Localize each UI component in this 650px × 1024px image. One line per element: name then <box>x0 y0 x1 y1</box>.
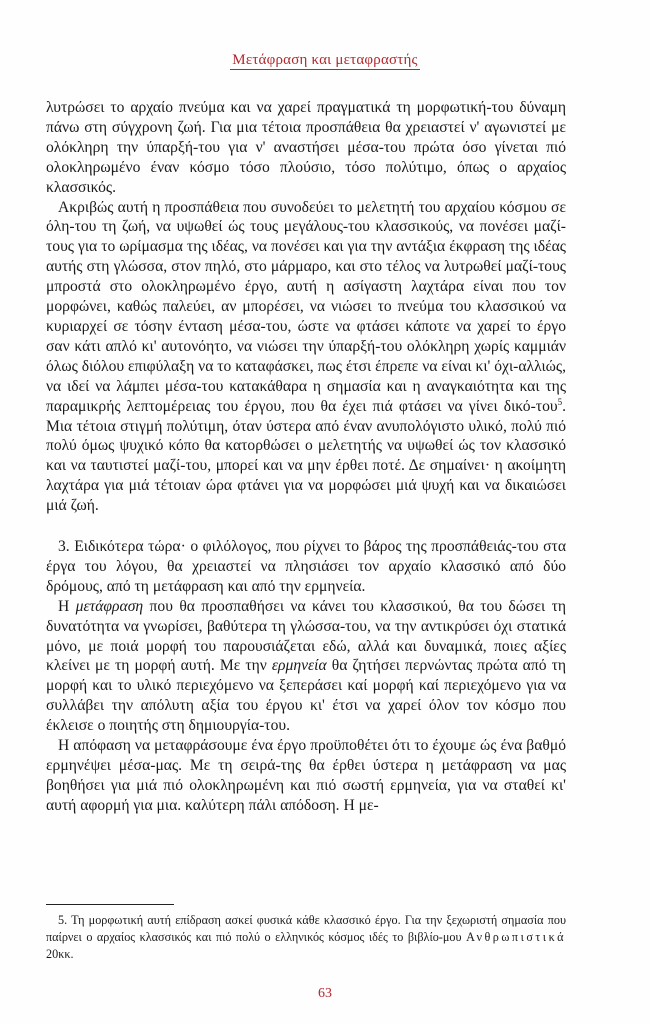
page-number: 63 <box>318 986 332 1001</box>
paragraph-4-text-b: θα ζητήσει περνώντας πρώτα από τη μορφή και το υλικό περιεχόμενο να ξεπεράσει καί μορφή καί περιεχόμενο για να συλλάβει την απόλυτη αξία του έργου κι' έτσι να χαρεί όλον τον κόσμο που έκλεισε ο ποιητής στη δημιουργία-του. <box>46 657 566 735</box>
paragraph-2-continued: Μια τέτοια στιγμή πολύτιμη, όταν ύστερα από έναν ανυπολόγιστο υλικό, πολύ πιό πολύ όμως ψυχικό κόπο θα κατορθώσει ο μελετητής να υψωθεί ώς τον κλασσικό και να ταυτιστεί μαζί-του, μπορεί και να μην έρθει ποτέ. Δε σημαίνει· η ακοίμητη λαχτάρα για μιά τέτοιαν ώρα φτάνει για να μορφώσει μιά ψυχή και να δικαιώσει μιά ζωή. <box>46 417 566 515</box>
footnote <box>46 912 566 963</box>
footnote-text: 5. Τη μορφωτική αυτή επίδραση ασκεί φυσικά κάθε κλασσικό έργο. Για την ξεχωριστή σημασία που παίρνει ο αρχαίος κλασσικός και πιό πολύ ο ελληνικός κόσμος ιδές το βιβλίο-μου <box>46 913 566 944</box>
paragraph-2: Ακριβώς αυτή η προσπάθεια που συνοδεύει το μελετητή του αρχαίου κόσμου σε όλη-του τη ζωή, να υψωθεί ώς τους μεγάλους-του κλασσικούς, να πονέσει μαζί-τους για το ωρίμασμα της ιδέας, να πονέσει και για την αντάξια έκφραση της ιδέας αυτής στη γλώσσα, στον πηλό, στο μάρμαρο, και στο τέλος να λυτρωθεί μαζί-τους μπροστά στο ολοκληρωμένο έργο, αυτή η ασίγαστη λαχτάρα είναι που τον μορφώνει, καθώς παλεύει, αν μπορέσει, να νιώσει το πνεύμα του κλασσικού να κυριαρχεί σε τόσην ένταση μέσα-του, ώστε να φτάσει κάποτε να χαρεί το έργο σαν κάτι απλό κι' αυτονόητο, να νιώσει την ύπαρξή-του ολόκληρη χωρίς καμμιάν όλως διόλου επιφύλαξη να το καταφάσκει, πως έτσι έπρεπε να είναι κι' όχι-αλλιώς, να ιδεί να λάμπει μέσα-του κατακάθαρα η σημασία και η αναγκαιότητα και της παραμικρής λεπτομέρειας του έργου, που θα έχει πιά φτάσει να γίνει δικό-του$^5$. Μια τέτοια στιγμή πολύτιμη, όταν ύστερα από έναν ανυπολόγιστο υλικό, πολύ πιό πολύ όμως ψυχικό κόπο θα κατορθώσει ο μελετητής να υψωθεί ώς τον κλασσικό και να ταυτιστεί μαζί-του, μπορεί και να μην έρθει ποτέ. Δε σημαίνει· η ακοίμητη λαχτάρα για μιά τέτοιαν ώρα φτάνει για να μορφώσει μιά ψυχή και να δικαιώσει μιά ζωή. <box>46 198 566 515</box>
emphasis-metafrasi: μετάφραση <box>75 597 144 615</box>
emphasis-ermineia: ερμηνεία <box>271 657 327 675</box>
body-text <box>46 98 566 816</box>
paragraph-5: Η απόφαση να μεταφράσουμε ένα έργο προϋποθέτει ότι το έχουμε ώς ένα βαθμό ερμηνέψει μέσα-μας. Με τη σειρά-της θα έρθει ύστερα η μετάφραση να μας βοηθήσει για μιά πιό ολοκληρωμένη και πιό σωστή ερμηνεία, για να σταθεί κι' αυτή αφορμή για μια. καλύτερη πάλι απόδοση. Η με- <box>46 737 566 814</box>
paragraph-1: λυτρώσει το αρχαίο πνεύμα και να χαρεί πραγματικά τη μορφωτική-του δύναμη πάνω στη σύγχρονη ζωή. Για μια τέτοια προσπάθεια θα χρειαστεί ν' αγωνιστεί με ολόκληρη την ύπαρξή-του για ν' αναστήσει μέσα-του πρώτα όσο γίνεται πιό ολοκληρωμένο έναν κόσμο τόσο πλούσιο, τόσο πολύτιμο, όπως ο αρχαίος κλασσικός. <box>46 99 566 196</box>
paragraph-4-prefix: Η <box>58 597 70 615</box>
footnote-book-title: Ανθρωπιστικά <box>466 930 567 944</box>
running-header <box>0 52 650 69</box>
footnote-tail: 20κκ. <box>46 947 74 961</box>
paragraph-4 <box>46 597 566 736</box>
paragraph-4-text-a: που θα προσπαθήσει να κάνει του κλασσικού, θα του δώσει τη δυνατότητα να γνωρίσει, βαθύτερα τη γλώσσα-του, να την αντικρύσει όχι στατικά μόνο, με ποιά μορφή του παρουσιάζεται εδώ, αλλά και δυναμικά, ποιες αξίες κλείνει με τη μορφή αυτή. Με την <box>46 597 567 675</box>
footnote-marker[interactable]: 5 <box>557 396 563 407</box>
paragraph-2-text: Ακριβώς αυτή η προσπάθεια που συνοδεύει το μελετητή του αρχαίου κόσμου σε όλη-του τη ζωή, να υψωθεί ώς τους μεγάλους-του κλασσικούς, να πονέσει μαζί-τους για το ωρίμασμα της ιδέας, να πονέσει και για την αντάξια έκφραση της ιδέας αυτής στη γλώσσα, στον πηλό, στο μάρμαρο, και στο τέλος να λυτρωθεί μαζί-τους μπροστά στο ολοκληρωμένο έργο, αυτή η ασίγαστη λαχτάρα είναι που τον μορφώνει, καθώς παλεύει, αν μπορέσει, να νιώσει το πνεύμα του κλασσικού να κυριαρχεί σε τόσην ένταση μέσα-του, ώστε να φτάσει κάποτε να χαρεί το έργο σαν κάτι απλό κι' αυτονόητο, να νιώσει την ύπαρξή-του ολόκληρη χωρίς καμμιάν όλως διόλου επιφύλαξη να το καταφάσκει, πως έτσι έπρεπε να είναι κι' όχι-αλλιώς, να ιδεί να λάμπει μέσα-του κατακάθαρα η σημασία και η αναγκαιότητα και της παραμικρής λεπτομέρειας του έργου, που θα έχει πιά φτάσει να γίνει δικό-του <box>46 198 566 415</box>
running-title: Μετάφραση και μεταφραστής <box>232 52 418 68</box>
footnote-divider <box>46 904 174 905</box>
paragraph-3: 3. Ειδικότερα τώρα· ο φιλόλογος, που ρίχνει το βάρος της προσπάθειάς-του στα έργα του λόγου, θα χρειαστεί να πλησιάσει τον αρχαίο κλασσικό από δύο δρόμους, από τη μετάφραση και από την ερμηνεία. <box>46 538 566 595</box>
